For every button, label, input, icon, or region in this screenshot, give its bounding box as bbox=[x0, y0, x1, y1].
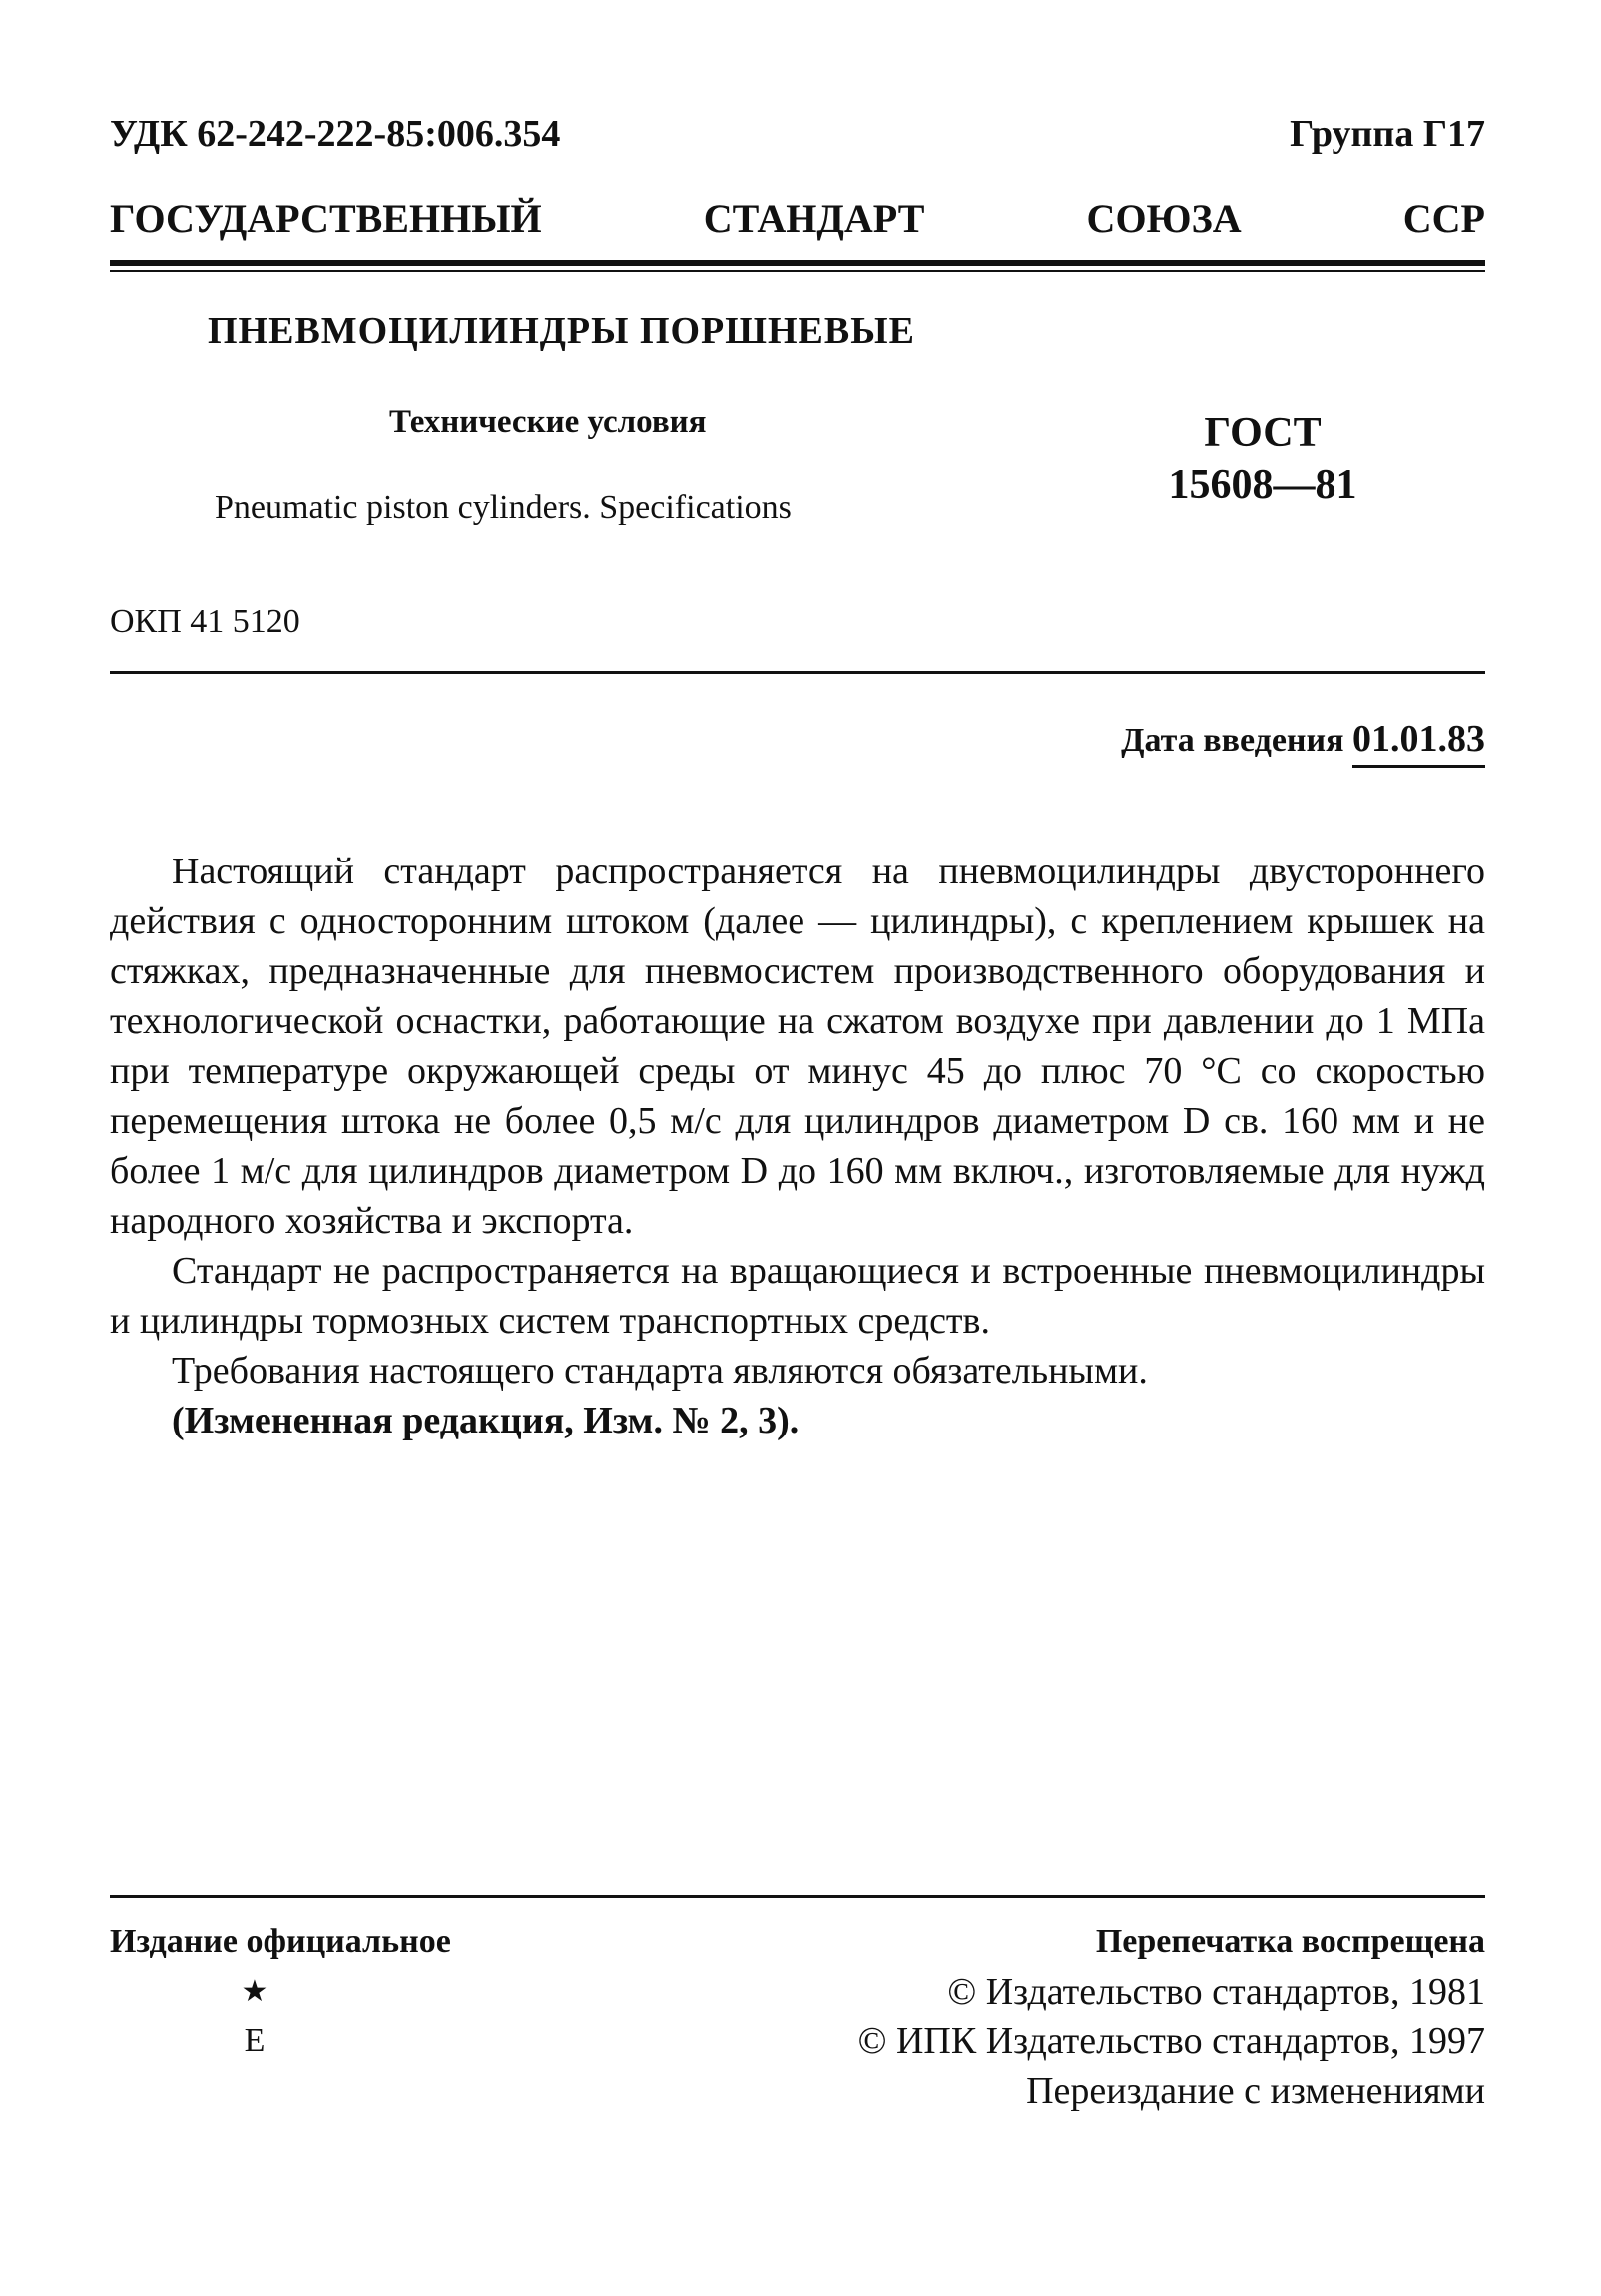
mid-rule bbox=[110, 671, 1485, 674]
paragraph-exclusions: Стандарт не распространяется на вращающиеся и встроенные пневмоцилиндры и цилиндры тормозных систем транспортных средств. bbox=[110, 1250, 1485, 1342]
gost-number: 15608—81 bbox=[1168, 462, 1357, 508]
footer-rule bbox=[110, 1895, 1485, 1898]
letter-mark: Е bbox=[244, 2022, 266, 2059]
paragraph-scope: Настоящий стандарт распространяется на пневмоцилиндры двустороннего действия с односторонним штоком (далее — цилиндры), с креплением крышек на стяжках, предназначенные для пневмосистем производственного оборудования и технологической оснастки, работающие на сжатом воздухе при давлении до 1 МПа при температуре окружающей среды от минус 45 до плюс 70 °С со скоростью перемещения штока не более 0,5 м/с для цилиндров диаметром D св. 160 мм и не более 1 м/с для цилиндров диаметром D до 160 мм включ., изготовляемые для нужд народного хозяйства и экспорта. bbox=[110, 851, 1485, 1242]
okp-code: ОКП 41 5120 bbox=[110, 603, 300, 640]
paragraph-amendment: (Измененная редакция, Изм. № 2, 3). bbox=[172, 1400, 800, 1441]
document-title: ПНЕВМОЦИЛИНДРЫ ПОРШНЕВЫЕ bbox=[208, 310, 915, 352]
reprint-prohibited: Перепечатка воспрещена bbox=[1095, 1923, 1485, 1960]
gost-label: ГОСТ bbox=[1204, 410, 1322, 456]
udk-code: УДК 62-242-222-85:006.354 bbox=[110, 113, 561, 155]
header-rule-thin bbox=[110, 270, 1485, 272]
footer-right bbox=[858, 1917, 1485, 2116]
reissue-note: Переиздание с изменениями bbox=[1026, 2070, 1485, 2112]
english-title: Pneumatic piston cylinders. Specifications bbox=[215, 489, 792, 526]
copyright-1997: © ИПК Издательство стандартов, 1997 bbox=[857, 2020, 1485, 2062]
header-rule-thick bbox=[110, 260, 1485, 266]
paragraph-mandatory: Требования настоящего стандарта являются обязательными. bbox=[172, 1350, 1148, 1392]
body-text bbox=[110, 847, 1485, 1445]
gost-designation bbox=[1148, 407, 1377, 511]
state-standard-heading: ГОСУДАРСТВЕННЫЙ СТАНДАРТ СОЮЗА ССР bbox=[110, 196, 1485, 241]
copyright-1981: © Издательство стандартов, 1981 bbox=[947, 1971, 1485, 2012]
introduction-date bbox=[1121, 717, 1485, 768]
footer-left bbox=[110, 1917, 451, 2066]
group-code: Группа Г17 bbox=[1290, 113, 1485, 155]
star-mark: ★ bbox=[241, 1975, 268, 2008]
date-value: 01.01.83 bbox=[1352, 717, 1485, 768]
document-subtitle: Технические условия bbox=[389, 404, 707, 440]
date-label: Дата введения bbox=[1121, 722, 1344, 759]
official-edition: Издание официальное bbox=[110, 1923, 451, 1960]
